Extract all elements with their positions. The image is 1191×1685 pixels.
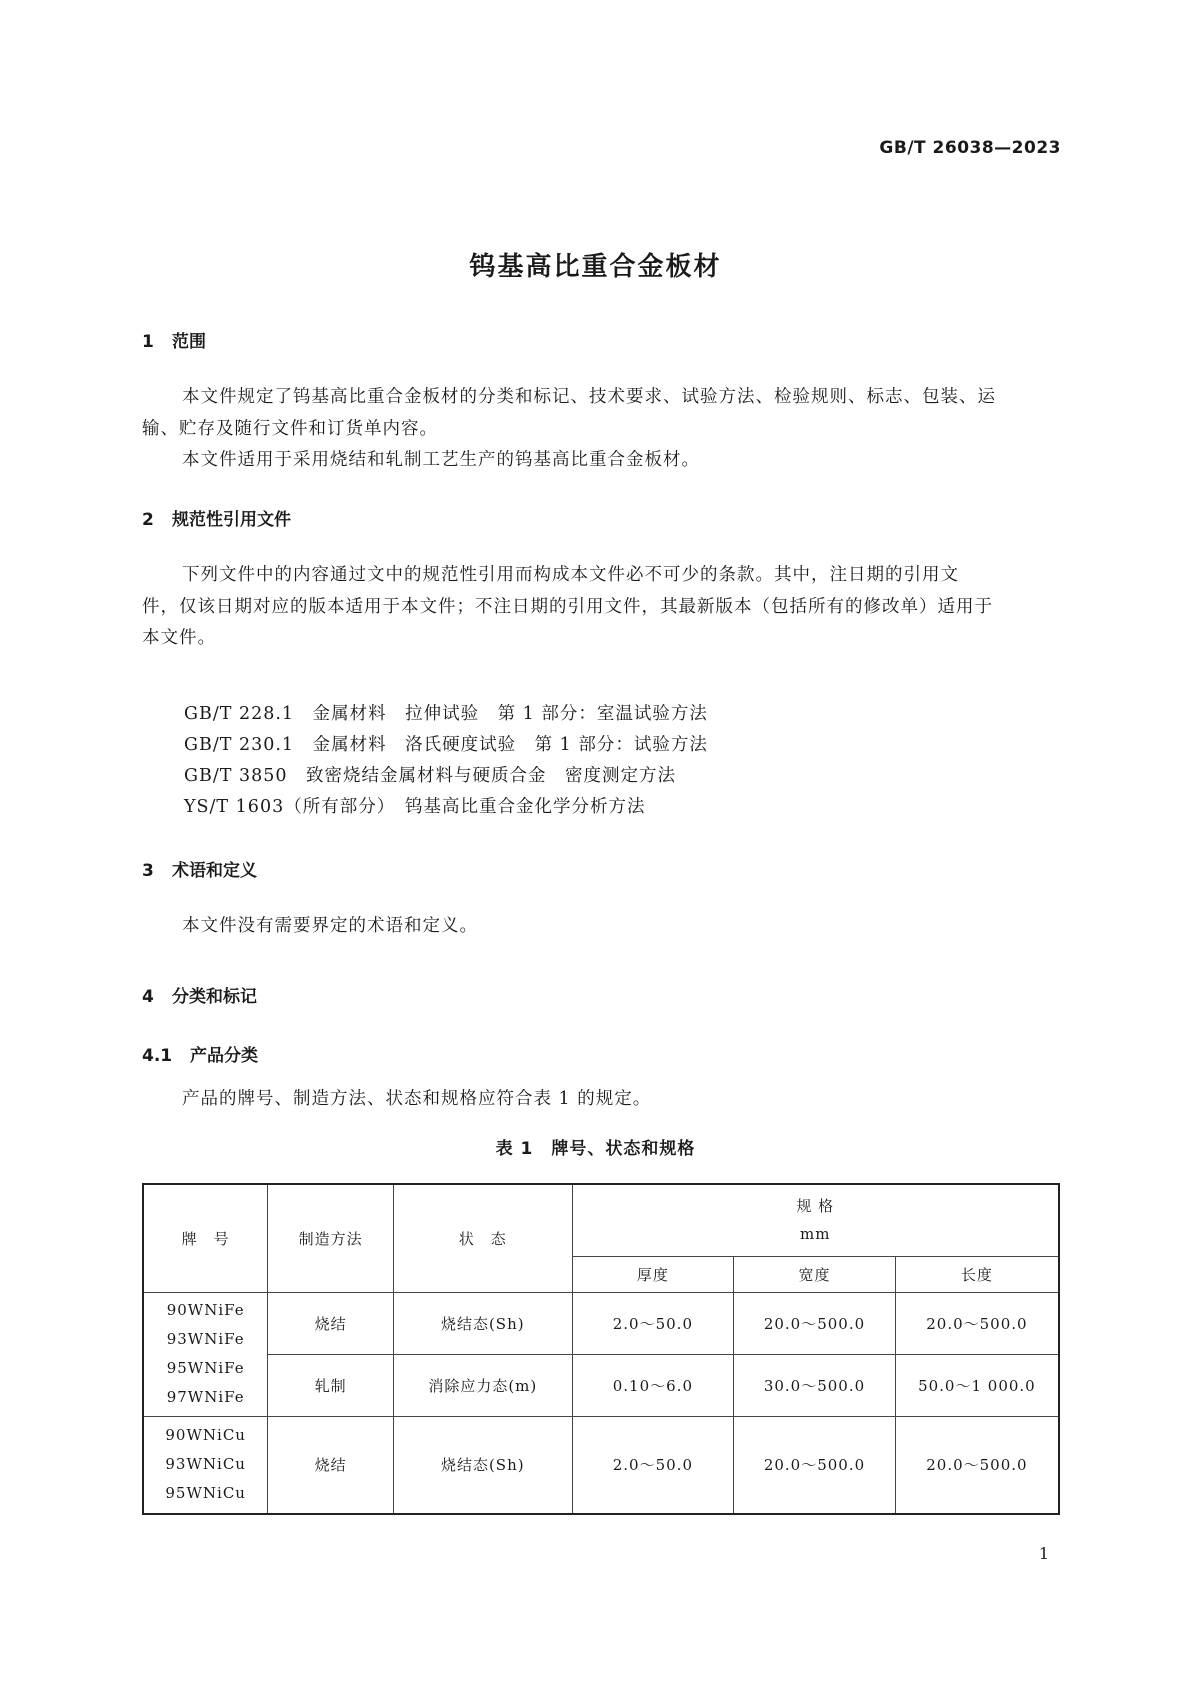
- brand-cell: 95WNiFe: [166, 1359, 245, 1377]
- brand-cell: 93WNiCu: [165, 1455, 246, 1474]
- document-title: 钨基高比重合金板材: [469, 252, 722, 282]
- thickness-cell: 0.10～6.0: [572, 1354, 734, 1416]
- text-line: 本文件规定了钨基高比重合金板材的分类和标记、技术要求、试验方法、检验规则、标志、包装、运: [182, 387, 996, 407]
- text-line: 本文件没有需要界定的术语和定义。: [182, 916, 478, 936]
- subsection-4-1-heading: [142, 1041, 258, 1066]
- state-cell: 烧结态(Sh): [394, 1292, 573, 1354]
- reference-item: [184, 762, 676, 787]
- reference-item: [184, 700, 708, 725]
- state-cell: 烧结态(Sh): [394, 1416, 573, 1514]
- section-2-paragraph-1: [142, 560, 1060, 655]
- section-title: 术语和定义: [172, 861, 257, 881]
- method-cell: 烧结: [268, 1416, 394, 1514]
- page-number: 1: [1038, 1544, 1049, 1563]
- section-title: 范围: [172, 332, 206, 352]
- section-title: 分类和标记: [172, 987, 257, 1007]
- table-row: [143, 1416, 1059, 1514]
- brand-cell: 93WNiFe: [166, 1330, 245, 1348]
- brand-list: [143, 1416, 268, 1514]
- text-line: 本文件。: [142, 628, 216, 648]
- subsection-4-1-paragraph: [142, 1084, 1060, 1116]
- table-row: [143, 1354, 1059, 1416]
- section-1-heading: [142, 327, 206, 352]
- reference-item: [184, 731, 708, 756]
- reference-text: GB/T 230.1 金属材料 洛氏硬度试验 第 1 部分：试验方法: [184, 735, 708, 755]
- text-line: 下列文件中的内容通过文中的规范性引用而构成本文件必不可少的条款。其中，注日期的引用文: [182, 565, 959, 585]
- brand-cell: 95WNiCu: [165, 1484, 246, 1503]
- section-1-paragraph-2: 本文件适用于采用烧结和轧制工艺生产的钨基高比重合金板材。: [182, 450, 700, 470]
- header-width: 宽度: [734, 1256, 896, 1292]
- section-number: 1: [142, 332, 154, 352]
- standard-code: GB/T 26038—2023: [879, 138, 1061, 158]
- state-cell: 消除应力态(m): [394, 1354, 573, 1416]
- length-cell: 50.0～1 000.0: [895, 1354, 1059, 1416]
- brand-cell: 97WNiFe: [166, 1388, 245, 1406]
- table-caption: 表 1 牌号、状态和规格: [495, 1139, 696, 1159]
- section-title: 产品分类: [190, 1046, 258, 1066]
- text-line: 件，仅该日期对应的版本适用于本文件；不注日期的引用文件，其最新版本（包括所有的修改单）适用于: [142, 596, 993, 617]
- length-cell: 20.0～500.0: [895, 1416, 1059, 1514]
- text-line: 输、贮存及随行文件和订货单内容。: [142, 418, 438, 439]
- section-3-heading: [142, 856, 257, 881]
- brand-cell: 90WNiFe: [166, 1301, 245, 1319]
- section-number: 2: [142, 510, 154, 530]
- width-cell: 20.0～500.0: [734, 1416, 896, 1514]
- section-number: 3: [142, 861, 154, 881]
- brand-list: [143, 1292, 268, 1416]
- section-3-paragraph-1: [142, 911, 1060, 943]
- length-cell: 20.0～500.0: [895, 1292, 1059, 1354]
- text-line: 产品的牌号、制造方法、状态和规格应符合表 1 的规定。: [182, 1089, 652, 1109]
- reference-item: [184, 793, 645, 818]
- method-cell: 轧制: [268, 1354, 394, 1416]
- section-number: 4.1: [142, 1046, 173, 1066]
- header-method: 制造方法: [268, 1184, 394, 1292]
- header-spec-unit: mm: [800, 1225, 831, 1244]
- width-cell: 30.0～500.0: [734, 1354, 896, 1416]
- section-4-heading: [142, 982, 257, 1007]
- header-spec: [572, 1184, 1059, 1256]
- reference-text: YS/T 1603（所有部分） 钨基高比重合金化学分析方法: [184, 797, 646, 817]
- section-2-heading: [142, 505, 291, 530]
- header-length: 长度: [895, 1256, 1059, 1292]
- width-cell: 20.0～500.0: [734, 1292, 896, 1354]
- reference-text: GB/T 228.1 金属材料 拉伸试验 第 1 部分：室温试验方法: [184, 704, 708, 724]
- thickness-cell: 2.0～50.0: [572, 1416, 734, 1514]
- brand-cell: 90WNiCu: [165, 1426, 246, 1445]
- table-header-row: [143, 1184, 1059, 1256]
- spec-table: [142, 1183, 1060, 1515]
- header-state: 状 态: [394, 1184, 573, 1292]
- header-spec-label: 规 格: [796, 1197, 835, 1216]
- thickness-cell: 2.0～50.0: [572, 1292, 734, 1354]
- header-brand: 牌 号: [143, 1184, 268, 1292]
- section-number: 4: [142, 987, 154, 1007]
- section-title: 规范性引用文件: [172, 510, 291, 530]
- section-1-paragraph-1: [142, 382, 1060, 477]
- header-thickness: 厚度: [572, 1256, 734, 1292]
- table-row: [143, 1292, 1059, 1354]
- reference-text: GB/T 3850 致密烧结金属材料与硬质合金 密度测定方法: [184, 766, 677, 786]
- method-cell: 烧结: [268, 1292, 394, 1354]
